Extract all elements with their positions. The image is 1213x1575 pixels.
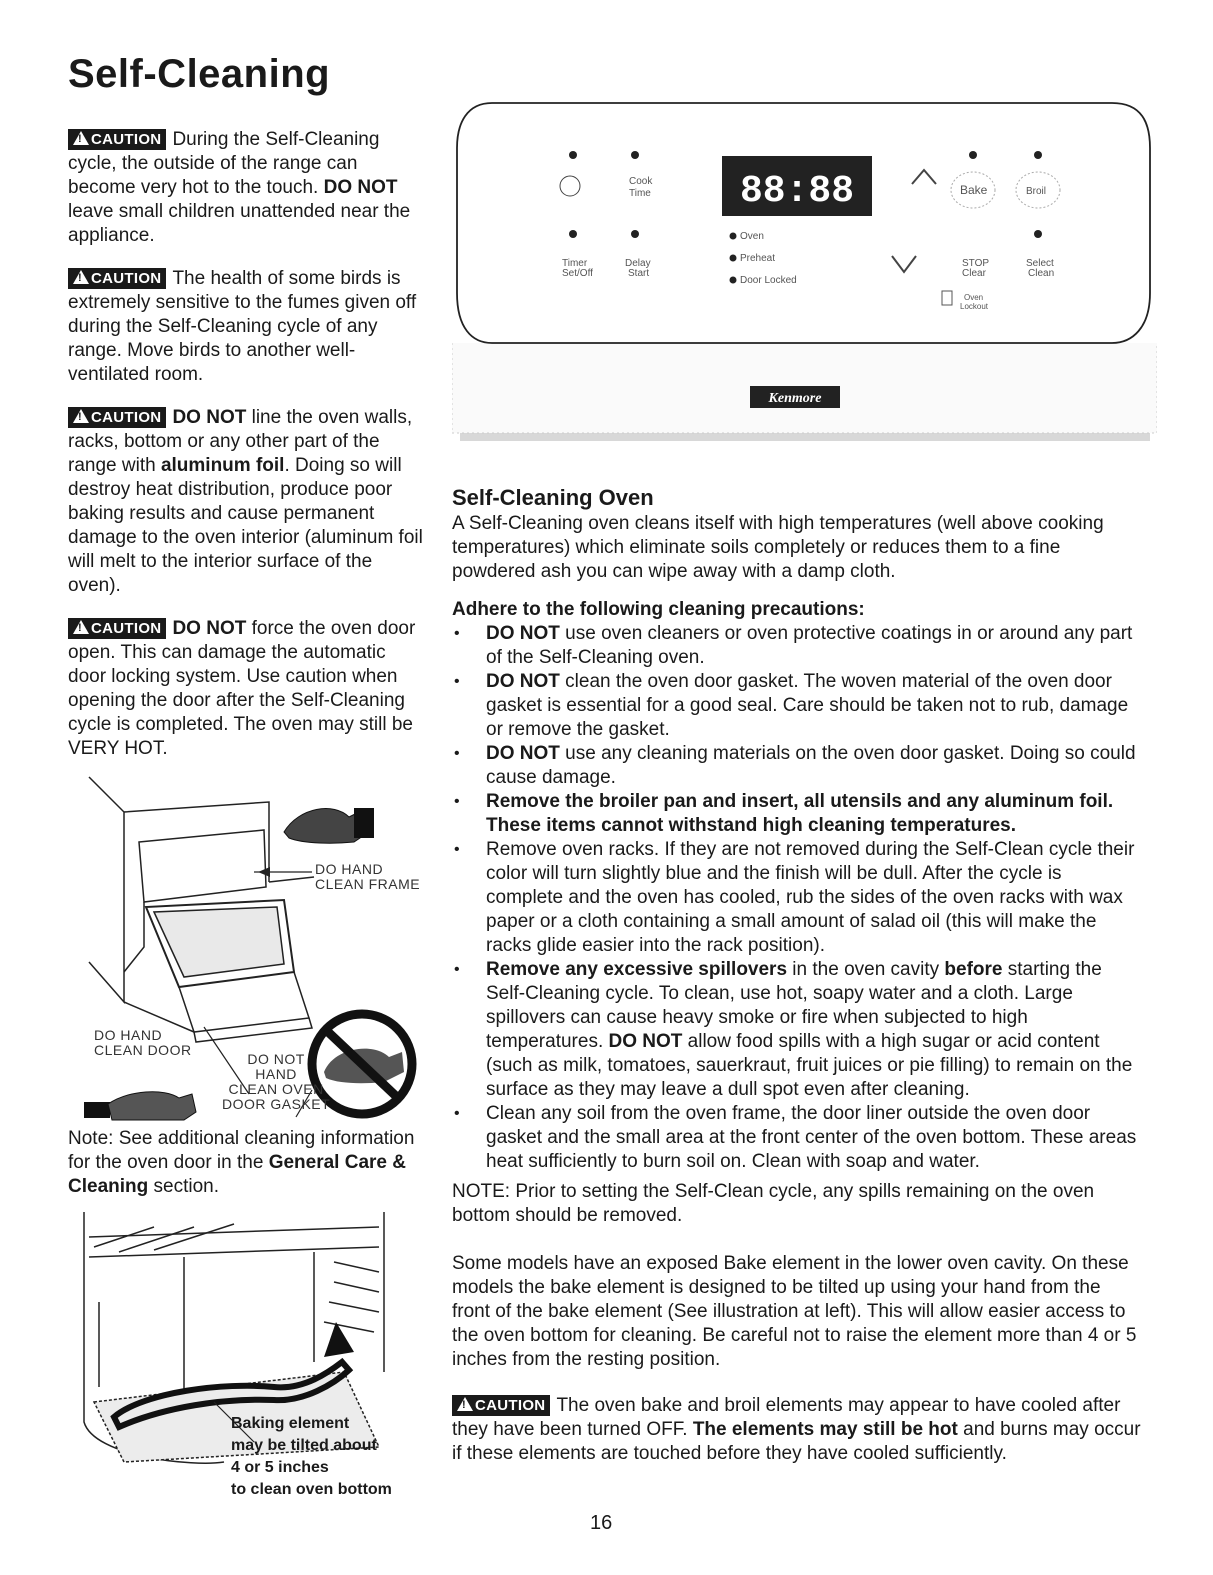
caution-badge: !CAUTION <box>68 129 166 150</box>
preheat-indicator: Preheat <box>740 253 776 264</box>
oven-indicator: Oven <box>740 231 764 242</box>
list-item: • DO NOT use any cleaning materials on the oven door gasket. Doing so could cause damage. <box>486 742 1142 790</box>
clock-display: 88:88 <box>739 170 855 213</box>
timer-sublabel: Set/Off <box>562 268 593 279</box>
list-item: • DO NOT clean the oven door gasket. The woven material of the oven door gasket is essential for a good seal. Care should be taken not to rub, damage or remove the gasket. <box>486 670 1142 742</box>
warning-triangle-icon <box>73 270 89 284</box>
label-do-not-clean-gasket: DO NOT HAND CLEAN OVEN DOOR GASKET <box>222 1051 331 1112</box>
caution-paragraph-door: !CAUTION DO NOT force the oven door open. This can damage the automatic door locking system. Use caution when opening the door after the Self-Cleaning cycle is completed. The oven may still be VERY HOT. <box>68 617 428 761</box>
caution-paragraph-children: !CAUTION During the Self-Cleaning cycle, the outside of the range can become very hot to the touch. DO NOT leave small children unattended near the appliance. <box>68 128 428 248</box>
hand-icon <box>284 808 374 843</box>
caution-badge: !CAUTION <box>68 407 166 428</box>
stop-button[interactable]: STOP <box>962 258 990 269</box>
caution-badge: !CAUTION <box>68 618 166 639</box>
hand-icon <box>84 1092 196 1120</box>
section-heading: Self-Cleaning Oven <box>452 485 654 510</box>
list-item: • Remove any excessive spillovers in the oven cavity before starting the Self-Cleaning cycle. To clean, use hot, soapy water and a cloth. Large spillovers can cause heavy smoke or fire when subjected to high temperatures. DO NOT allow food spills with a high sugar or acid content (such as milk, tomatoes, sauerkraut, fruit juices or pie filling) to remain on the surface as they may leave a dull spot even after cleaning. <box>486 958 1142 1102</box>
intro-paragraph: A Self-Cleaning oven cleans itself with high temperatures (well above cooking temperatures) which eliminate soils completely or reduces them to a fine powdered ash you can wipe away with a damp cloth. <box>452 513 1104 582</box>
clean-sublabel: Clean <box>1028 268 1055 279</box>
list-item: • Remove the broiler pan and insert, all utensils and any aluminum foil. These items cannot withstand high cleaning temperatures. <box>486 790 1142 838</box>
lockout-label[interactable]: Oven <box>964 293 984 302</box>
caution-paragraph-birds: !CAUTION The health of some birds is extremely sensitive to the fumes given off during the Self-Cleaning cycle of any range. Move birds to another well-ventilated room. <box>68 267 428 387</box>
caution-paragraph-foil: !CAUTION DO NOT line the oven walls, racks, bottom or any other part of the range with aluminum foil. Doing so will destroy heat distribution, produce poor baking results and cause permanent damage to the oven interior (aluminum foil will melt to the interior surface of the oven). <box>68 406 428 598</box>
timer-label[interactable]: Timer <box>562 258 588 269</box>
cook-time-label[interactable]: Cook <box>629 176 653 187</box>
warning-triangle-icon <box>73 620 89 634</box>
caution-badge: !CAUTION <box>452 1395 550 1416</box>
clear-sublabel: Clear <box>962 268 986 279</box>
warning-triangle-icon <box>73 409 89 423</box>
page-title: Self-Cleaning <box>68 52 331 96</box>
caution-badge: !CAUTION <box>68 268 166 289</box>
select-clean-button[interactable]: Select <box>1026 258 1054 269</box>
right-column <box>452 484 1142 1466</box>
kenmore-logo: Kenmore <box>768 391 822 406</box>
warning-triangle-icon <box>73 131 89 145</box>
bake-button[interactable]: Bake <box>960 183 988 197</box>
label-hand-clean-frame: DO HAND CLEAN FRAME <box>315 861 421 892</box>
door-locked-indicator: Door Locked <box>740 275 797 286</box>
delay-label[interactable]: Delay <box>625 258 651 269</box>
bake-element-caption: Baking element may be tilted about 4 or 5 inches to clean oven bottom <box>231 1415 392 1498</box>
precautions-heading: Adhere to the following cleaning precautions: <box>452 599 865 620</box>
list-item: • Clean any soil from the oven frame, the door liner outside the oven door gasket and the small area at the front center of the oven bottom. These areas heat sufficiently to burn soil on. Clean with soap and water. <box>486 1102 1142 1174</box>
list-item: • Remove oven racks. If they are not removed during the Self-Clean cycle their color will turn slightly blue and the finish will be dull. After the cycle is complete and the oven has cooled, rub the sides of the oven racks with wax paper or a cloth containing a small amount of salad oil (this will make the racks glide easier into the rack position). <box>486 838 1142 958</box>
precautions-list <box>452 622 1142 1174</box>
list-item: • DO NOT use oven cleaners or oven protective coatings in or around any part of the Self-Cleaning oven. <box>486 622 1142 670</box>
left-note: Note: See additional cleaning information for the oven door in the General Care & Cleaning section. <box>68 1128 415 1197</box>
models-paragraph: Some models have an exposed Bake element in the lower oven cavity. On these models the bake element is designed to be tilted up using your hand from the front of the bake element (See illustration at left). This will allow easier access to the oven bottom for cleaning. Be careful not to raise the element more than 4 or 5 inches from the resting position. <box>452 1253 1137 1370</box>
left-column <box>68 128 428 780</box>
broil-button[interactable]: Broil <box>1026 186 1047 197</box>
warning-triangle-icon <box>457 1397 473 1411</box>
page-number: 16 <box>590 1512 613 1534</box>
control-panel-illustration <box>452 88 1157 458</box>
final-caution-paragraph: !CAUTION The oven bake and broil elements may appear to have cooled after they have been turned OFF. The elements may still be hot and burns may occur if these elements are touched before they have cooled sufficiently. <box>452 1394 1142 1466</box>
lockout-sublabel: Lockout <box>960 302 989 311</box>
cook-time-sublabel: Time <box>629 188 651 199</box>
note-paragraph: NOTE: Prior to setting the Self-Clean cycle, any spills remaining on the oven bottom should be removed. <box>452 1181 1095 1226</box>
label-hand-clean-door: DO HAND CLEAN DOOR <box>94 1027 192 1058</box>
delay-sublabel: Start <box>628 268 650 279</box>
